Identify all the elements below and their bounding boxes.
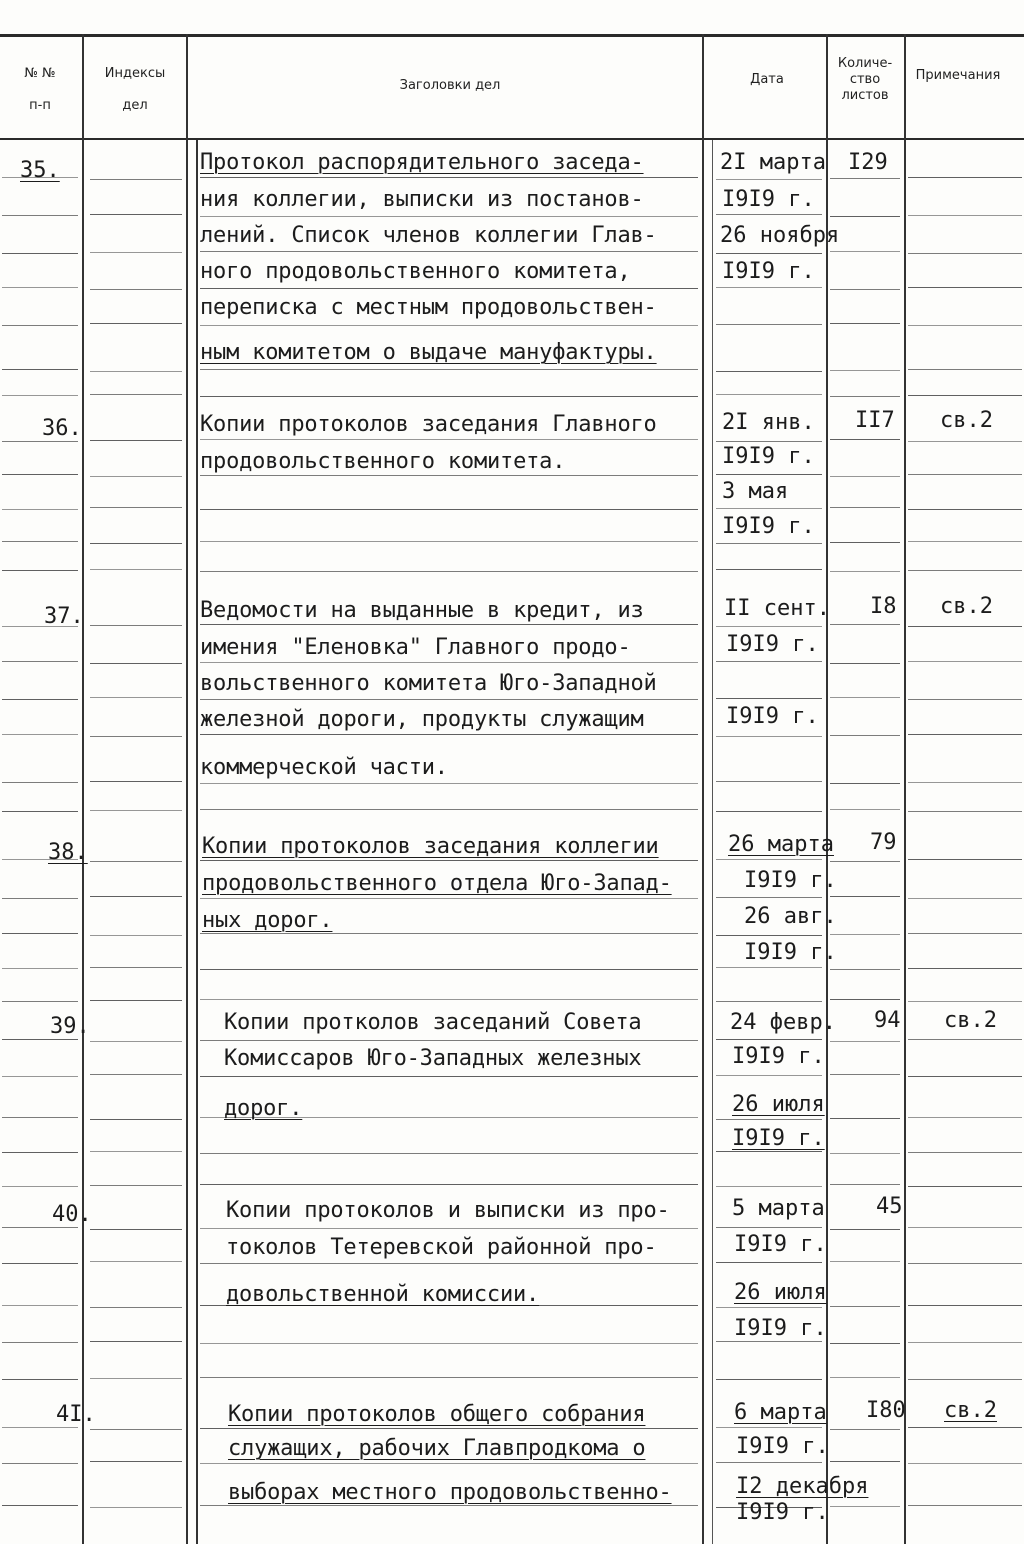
row-41-sheets: I80	[866, 1398, 906, 1423]
ruled-line	[2, 1152, 78, 1153]
row-41-date-end: I2 декабря	[736, 1474, 869, 1499]
ruled-line	[90, 1074, 182, 1075]
ruled-line	[200, 933, 698, 934]
row-38-date-end-year: I9I9 г.	[744, 940, 837, 965]
ruled-line	[90, 1041, 182, 1042]
ruled-line	[716, 324, 822, 325]
ruled-line	[2, 369, 78, 370]
ruled-line	[716, 736, 822, 737]
ruled-line	[716, 214, 822, 215]
ruled-line	[200, 541, 698, 542]
ruled-line	[200, 369, 698, 370]
row-38-date-start: 26 марта	[728, 832, 834, 857]
ruled-line	[830, 1041, 900, 1042]
ruled-line	[2, 811, 78, 812]
row-40-date-end: 26 июля	[734, 1280, 827, 1305]
ruled-line	[830, 1074, 900, 1075]
ruled-line	[90, 476, 182, 477]
ruled-line	[908, 1076, 1022, 1077]
ruled-line	[90, 1185, 182, 1186]
ruled-line	[2, 1263, 78, 1264]
row-38-title-line2: продовольственного отдела Юго-Запад-	[202, 871, 672, 896]
row-40-title-line1: Копии протоколов и выписки из про-	[226, 1198, 670, 1223]
ruled-line	[200, 1076, 698, 1077]
ruled-line	[90, 569, 182, 570]
row-41-title-line2: служащих, рабочих Главпродкома о	[228, 1436, 646, 1461]
ruled-line	[2, 1463, 78, 1464]
ruled-line	[716, 508, 822, 509]
row-37-title-line1: Ведомости на выданные в кредит, из	[200, 598, 644, 623]
ruled-line	[200, 662, 698, 663]
ruled-line	[716, 935, 822, 936]
ruled-line	[200, 734, 698, 735]
row-35-date-end-year: I9I9 г.	[722, 259, 815, 284]
ruled-line	[830, 1184, 900, 1185]
ruled-line	[830, 439, 900, 440]
ruled-line	[716, 1379, 822, 1380]
row-39-sheets: 94	[874, 1008, 901, 1033]
ruled-line	[200, 783, 698, 784]
row-41-date-start: 6 марта	[734, 1400, 827, 1425]
row-37-title-line3: вольственного комитета Юго-Западной	[200, 671, 657, 696]
ruled-line	[200, 325, 698, 326]
row-35-num: 35.	[20, 158, 60, 183]
ruled-line	[830, 1506, 900, 1507]
ruled-line	[90, 179, 182, 180]
ruled-line	[830, 896, 900, 897]
header-notes: Примечания	[915, 68, 1001, 83]
ruled-line	[716, 569, 822, 570]
ruled-line	[830, 1306, 900, 1307]
ruled-line	[716, 1307, 822, 1308]
row-40-date-start: 5 марта	[732, 1196, 825, 1221]
ruled-line	[830, 1261, 900, 1262]
ruled-line	[908, 441, 1022, 442]
ruled-line	[908, 811, 1022, 812]
ruled-line	[716, 287, 822, 288]
ruled-line	[200, 571, 698, 572]
row-36-date-start: 2I янв.	[722, 410, 815, 435]
ruled-line	[90, 1261, 182, 1262]
row-39-date-end-year: I9I9 г.	[732, 1126, 825, 1151]
ruled-line	[716, 1001, 822, 1002]
ruled-line	[90, 543, 182, 544]
column-divider-index	[186, 34, 188, 1544]
row-39-title-line2: Комиссаров Юго-Западных железных	[224, 1046, 642, 1071]
ruled-line	[830, 934, 900, 935]
ruled-line	[716, 1462, 822, 1463]
ruled-line	[716, 1151, 822, 1152]
ruled-line	[908, 859, 1022, 860]
ruled-line	[200, 860, 698, 861]
row-38-num: 38.	[48, 840, 88, 865]
ruled-line	[200, 1040, 698, 1041]
ruled-line	[716, 1119, 822, 1120]
ruled-line	[716, 474, 822, 475]
ruled-line	[716, 661, 822, 662]
ruled-line	[716, 1186, 822, 1187]
ruled-line	[908, 1263, 1022, 1264]
ruled-line	[2, 782, 78, 783]
ruled-line	[908, 509, 1022, 510]
ruled-line	[716, 1427, 822, 1428]
ruled-line	[830, 571, 900, 572]
ruled-line	[908, 1342, 1022, 1343]
row-41-title-line3: выборах местного продовольственно-	[228, 1480, 672, 1505]
ruled-line	[2, 1505, 78, 1506]
ruled-line	[908, 1305, 1022, 1306]
row-40-title-line3: довольственной комиссии.	[226, 1282, 540, 1307]
ruled-line	[200, 624, 698, 625]
column-divider-date-inner	[712, 140, 713, 1544]
ruled-line	[716, 371, 822, 372]
header-date: Дата	[750, 72, 784, 87]
ruled-line	[830, 1429, 900, 1430]
ruled-line	[2, 570, 78, 571]
ruled-line	[716, 441, 822, 442]
ruled-line	[90, 625, 182, 626]
ruled-line	[90, 1229, 182, 1230]
ruled-line	[830, 861, 900, 862]
ruled-line	[2, 509, 78, 510]
ruled-line	[908, 369, 1022, 370]
row-35-title-line2: ния коллегии, выписки из постанов-	[200, 187, 644, 212]
ruled-line	[200, 969, 698, 970]
column-divider-title	[702, 34, 704, 1544]
row-35-title-line1: Протокол распорядительного заседа-	[200, 150, 644, 175]
ruled-line	[830, 809, 900, 810]
row-35-sheets: I29	[848, 150, 888, 175]
ruled-line	[200, 1428, 698, 1429]
ruled-line	[90, 1429, 182, 1430]
ruled-line	[200, 699, 698, 700]
row-37-note: св.2	[940, 594, 993, 619]
ruled-line	[830, 323, 900, 324]
ruled-line	[830, 542, 900, 543]
ruled-line	[908, 325, 1022, 326]
row-36-note: св.2	[940, 408, 993, 433]
ruled-line	[2, 395, 78, 396]
ruled-line	[2, 661, 78, 662]
row-36-sheets: II7	[855, 408, 895, 433]
ruled-line	[908, 287, 1022, 288]
ruled-line	[908, 215, 1022, 216]
ruled-line	[830, 1377, 900, 1378]
ruled-line	[830, 1153, 900, 1154]
ruled-line	[716, 1075, 822, 1076]
ruled-line	[200, 216, 698, 217]
ruled-line	[830, 178, 900, 179]
ruled-line	[908, 570, 1022, 571]
row-35-title-line4: ного продовольственного комитета,	[200, 259, 631, 284]
ruled-line	[716, 1039, 822, 1040]
row-38-title-line3: ных дорог.	[202, 908, 333, 933]
ruled-line	[908, 968, 1022, 969]
ruled-line	[908, 1117, 1022, 1118]
row-37-date-start-year: I9I9 г.	[726, 632, 819, 657]
ruled-line	[200, 475, 698, 476]
row-39-title-line1: Копии протколов заседаний Совета	[224, 1010, 642, 1035]
ruled-line	[200, 1463, 698, 1464]
ruled-line	[200, 1377, 698, 1378]
row-41-num: 4I.	[56, 1402, 96, 1427]
ruled-line	[908, 898, 1022, 899]
ruled-line	[90, 371, 182, 372]
ruled-line	[90, 935, 182, 936]
ruled-line	[2, 1427, 78, 1428]
ruled-line	[90, 861, 182, 862]
header-index-line1: Индексы	[104, 66, 166, 81]
ruled-line	[908, 734, 1022, 735]
row-35-title-line3: лений. Список членов коллегии Глав-	[200, 223, 657, 248]
ruled-line	[716, 626, 822, 627]
column-divider-count	[904, 34, 906, 1544]
row-37-date-start: II сент.	[724, 596, 830, 621]
ruled-line	[830, 1461, 900, 1462]
header-count-line2: ство	[849, 72, 881, 87]
ruled-line	[2, 325, 78, 326]
ruled-line	[830, 969, 900, 970]
row-37-title-line4: железной дороги, продукты служащим	[200, 707, 644, 732]
ruled-line	[908, 1039, 1022, 1040]
ruled-line	[830, 396, 900, 397]
header-bottom-rule	[0, 138, 1024, 140]
ruled-line	[200, 1153, 698, 1154]
ruled-line	[716, 781, 822, 782]
ruled-line	[2, 474, 78, 475]
row-36-date-end-year: I9I9 г.	[722, 514, 815, 539]
ruled-line	[90, 252, 182, 253]
ruled-line	[830, 476, 900, 477]
ruled-line	[90, 810, 182, 811]
row-35-date-start-year: I9I9 г.	[722, 187, 815, 212]
row-40-title-line2: токолов Тетеревской районной про-	[226, 1235, 657, 1260]
ruled-line	[716, 394, 822, 395]
row-36-title-line1: Копии протоколов заседания Главного	[200, 412, 657, 437]
ruled-line	[90, 697, 182, 698]
row-37-sheets: I8	[870, 594, 897, 619]
row-41-date-start-year: I9I9 г.	[736, 1434, 829, 1459]
ruled-line	[716, 253, 822, 254]
ruled-line	[830, 1229, 900, 1230]
ruled-line	[2, 1305, 78, 1306]
header-num-line1: № №	[24, 66, 56, 81]
row-39-title-line3: дорог.	[224, 1096, 303, 1121]
row-37-num: 37.	[44, 604, 84, 629]
ruled-line	[908, 474, 1022, 475]
ruled-line	[90, 1000, 182, 1001]
ruled-line	[90, 967, 182, 968]
ruled-line	[200, 1184, 698, 1185]
ruled-line	[830, 624, 900, 625]
ruled-line	[200, 1228, 698, 1229]
ruled-line	[200, 809, 698, 810]
ruled-line	[200, 1343, 698, 1344]
ruled-line	[90, 1151, 182, 1152]
ruled-line	[716, 811, 822, 812]
row-39-date-start-year: I9I9 г.	[732, 1044, 825, 1069]
ruled-line	[716, 967, 822, 968]
ruled-line	[830, 663, 900, 664]
ruled-line	[2, 1039, 78, 1040]
ruled-line	[908, 782, 1022, 783]
ruled-line	[830, 289, 900, 290]
ruled-line	[908, 1427, 1022, 1428]
ruled-line	[90, 289, 182, 290]
ruled-line	[2, 441, 78, 442]
ruled-line	[830, 507, 900, 508]
header-count-line1: Количе-	[837, 56, 893, 71]
ruled-line	[2, 1186, 78, 1187]
row-38-title-line1: Копии протоколов заседания коллегии	[202, 834, 659, 859]
ruled-line	[90, 663, 182, 664]
ruled-line	[2, 898, 78, 899]
ruled-line	[908, 699, 1022, 700]
row-39-num: 39.	[50, 1014, 90, 1039]
row-37-title-line2: имения "Еленовка" Главного продо-	[200, 635, 631, 660]
ruled-line	[830, 370, 900, 371]
ruled-line	[90, 1119, 182, 1120]
ruled-line	[908, 1379, 1022, 1380]
row-38-date-start-year: I9I9 г.	[744, 868, 837, 893]
ruled-line	[908, 1186, 1022, 1187]
ruled-line	[2, 933, 78, 934]
ruled-line	[908, 541, 1022, 542]
header-num-line2: п-п	[29, 98, 51, 113]
ruled-line	[90, 323, 182, 324]
ruled-line	[90, 394, 182, 395]
ruled-line	[908, 177, 1022, 178]
ruled-line	[200, 509, 698, 510]
row-36-date-start-year: I9I9 г.	[722, 444, 815, 469]
ruled-line	[200, 898, 698, 899]
row-41-date-end-year: I9I9 г.	[736, 1500, 829, 1525]
ruled-line	[830, 783, 900, 784]
column-divider-title-left	[196, 140, 198, 1544]
ruled-line	[716, 897, 822, 898]
row-40-num: 40.	[52, 1202, 92, 1227]
ruled-line	[2, 699, 78, 700]
ruled-line	[908, 1505, 1022, 1506]
row-41-note: св.2	[944, 1398, 997, 1423]
row-35-title-line5: переписка с местным продовольствен-	[200, 295, 657, 320]
ruled-line	[908, 395, 1022, 396]
ruled-line	[716, 1341, 822, 1342]
header-index-line2: дел	[122, 98, 148, 113]
ruled-line	[908, 661, 1022, 662]
ruled-line	[200, 999, 698, 1000]
ruled-line	[200, 177, 698, 178]
row-38-sheets: 79	[870, 830, 897, 855]
row-35-date-start: 2I марта	[720, 150, 826, 175]
row-40-date-start-year: I9I9 г.	[734, 1232, 827, 1257]
row-36-date-end: 3 мая	[722, 479, 789, 504]
row-36-num: 36.	[42, 416, 82, 441]
ruled-line	[200, 396, 698, 397]
ruled-line	[90, 1378, 182, 1379]
ruled-line	[200, 288, 698, 289]
ruled-line	[716, 179, 822, 180]
ruled-line	[830, 1118, 900, 1119]
ruled-line	[90, 781, 182, 782]
ruled-line	[90, 1461, 182, 1462]
ruled-line	[830, 735, 900, 736]
ruled-line	[90, 440, 182, 441]
ruled-line	[90, 1341, 182, 1342]
ruled-line	[2, 968, 78, 969]
ruled-line	[716, 698, 822, 699]
row-37-date-end-year: I9I9 г.	[726, 704, 819, 729]
ruled-line	[2, 1076, 78, 1077]
ruled-line	[2, 1001, 78, 1002]
ruled-line	[90, 507, 182, 508]
ruled-line	[2, 1379, 78, 1380]
ruled-line	[908, 1152, 1022, 1153]
ruled-line	[2, 541, 78, 542]
ruled-line	[2, 287, 78, 288]
ruled-line	[908, 1463, 1022, 1464]
ruled-line	[90, 1507, 182, 1508]
ruled-line	[2, 734, 78, 735]
ruled-line	[908, 1001, 1022, 1002]
ruled-line	[830, 1343, 900, 1344]
ruled-line	[90, 736, 182, 737]
header-count-line3: листов	[841, 88, 889, 103]
row-40-date-end-year: I9I9 г.	[734, 1316, 827, 1341]
ruled-line	[200, 1263, 698, 1264]
ruled-line	[716, 1262, 822, 1263]
ruled-line	[2, 1227, 78, 1228]
row-37-title-line5: коммерческой части.	[200, 755, 448, 780]
header-titles: Заголовки дел	[399, 78, 501, 93]
ruled-line	[716, 1227, 822, 1228]
ruled-line	[90, 214, 182, 215]
ruled-line	[908, 933, 1022, 934]
ruled-line	[830, 697, 900, 698]
ruled-line	[2, 1117, 78, 1118]
ruled-line	[2, 253, 78, 254]
top-rule	[0, 34, 1024, 37]
row-39-date-end: 26 июля	[732, 1092, 825, 1117]
row-39-date-start: 24 февр.	[730, 1010, 836, 1035]
column-divider-num	[82, 34, 84, 1544]
row-35-title-line6: ным комитетом о выдаче мануфактуры.	[200, 340, 657, 365]
ruled-line	[830, 251, 900, 252]
ruled-line	[2, 1342, 78, 1343]
row-39-note: св.2	[944, 1008, 997, 1033]
ruled-line	[716, 543, 822, 544]
ruled-line	[908, 626, 1022, 627]
ruled-line	[908, 1227, 1022, 1228]
row-35-date-end: 26 ноября	[720, 223, 840, 248]
ruled-line	[200, 1505, 698, 1506]
ruled-line	[830, 216, 900, 217]
ruled-line	[90, 896, 182, 897]
row-40-sheets: 45	[876, 1194, 903, 1219]
ruled-line	[200, 251, 698, 252]
ruled-line	[90, 1307, 182, 1308]
row-41-title-line1: Копии протоколов общего собрания	[228, 1402, 646, 1427]
ruled-line	[716, 859, 822, 860]
row-38-date-end: 26 авг.	[744, 904, 837, 929]
ruled-line	[908, 253, 1022, 254]
row-36-title-line2: продовольственного комитета.	[200, 449, 566, 474]
ruled-line	[2, 215, 78, 216]
ruled-line	[200, 439, 698, 440]
ruled-line	[830, 999, 900, 1000]
